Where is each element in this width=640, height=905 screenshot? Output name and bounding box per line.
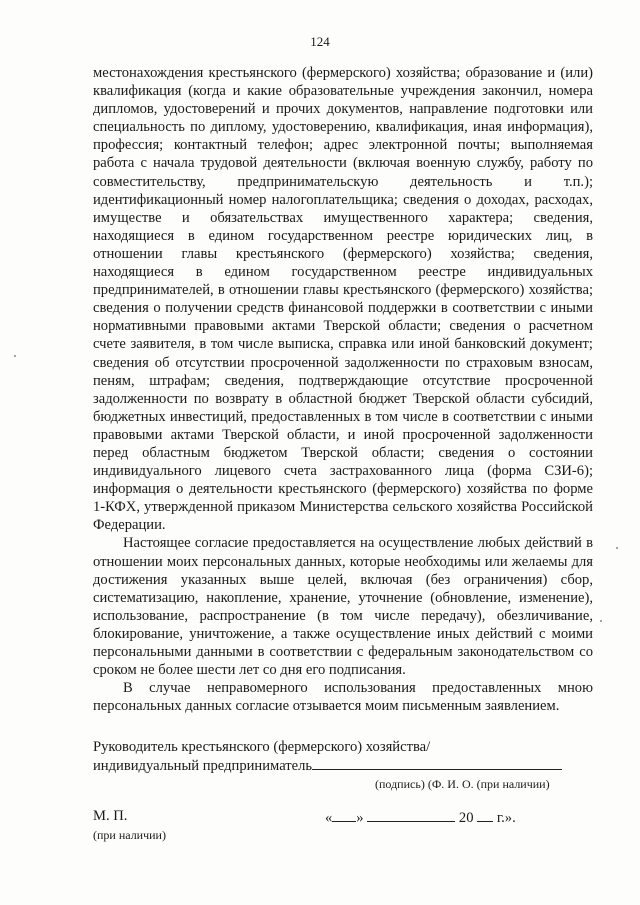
day-blank[interactable]	[332, 808, 356, 822]
scan-speck	[600, 620, 602, 622]
date-close-quote: »	[356, 810, 364, 826]
month-blank[interactable]	[367, 808, 455, 822]
signature-block	[93, 738, 593, 775]
signature-caption: (подпись) (Ф. И. О. (при наличии)	[375, 777, 550, 791]
signature-role-line2	[93, 756, 593, 775]
signature-role-line1: Руководитель крестьянского (фермерского) хозяйства/	[93, 739, 431, 755]
date-field	[325, 808, 516, 827]
year-blank[interactable]	[477, 808, 493, 822]
paragraph-continuation: местонахождения крестьянского (фермерского) хозяйства; образование и (или) квалификация (когда и какие образовательные учреждения закончил, номера дипломов, удостоверений и прочих документов, направление подготовки или специальность по диплому, удостоверению, квалификация, иная информация), профессия; контактный телефон; адрес электронной почты; выполняемая работа с начала трудовой деятельности (включая военную службу, работу по совместительству, предпринимательскую деятельность и т.п.); идентификационный номер налогоплательщика; сведения о доходах, расходах, имуществе и обязательствах имущественного характера; сведения, находящиеся в едином государственном реестре юридических лиц, в отношении главы крестьянского (фермерского) хозяйства; сведения, находящиеся в едином государственном реестре индивидуальных предпринимателей, в отношении главы крестьянского (фермерского) хозяйства; сведения о получении средств финансовой поддержки в соответствии с иными нормативными правовыми актами Тверской области; сведения о расчетном счете заявителя, в том числе выписка, справка или иной банковский документ; сведения об отсутствии просроченной задолженности по страховым взносам, пеням, штрафам; сведения, подтверждающие отсутствие просроченной задолженности по возврату в областной бюджет Тверской области субсидий, бюджетных инвестиций, предоставленных в том числе в соответствии с иными правовыми актами Тверской области, и иной просроченной задолженности перед областным бюджетом Тверской области; сведения о состоянии индивидуального лицевого счета застрахованного лица (форма СЗИ-6); информация о деятельности крестьянского (фермерского) хозяйства по форме 1-КФХ, утвержденной приказом Министерства сельского хозяйства Российской Федерации.	[93, 65, 593, 534]
scan-speck	[14, 355, 16, 357]
date-open-quote: «	[325, 810, 333, 826]
signature-role-label: индивидуальный предприниматель	[93, 758, 313, 775]
year-suffix: г.».	[496, 810, 516, 826]
stamp-note: (при наличии)	[93, 828, 166, 842]
document-body	[93, 64, 593, 715]
page-number: 124	[310, 34, 330, 49]
year-prefix: 20	[458, 810, 474, 826]
stamp-label: М. П.	[93, 808, 128, 824]
scan-speck	[616, 547, 618, 549]
paragraph-consent-scope: Настоящее согласие предоставляется на осуществление любых действий в отношении моих персональных данных, которые необходимы или желаемы для достижения указанных выше целей, включая (без ограничения) сбор, систематизацию, накопление, хранение, уточнение (обновление, изменение), использование, распространение (в том числе передачу), обезличивание, блокирование, уничтожение, а также осуществление иных действий с моими персональными данными в соответствии с федеральным законодательством со сроком не более шести лет со дня его подписания.	[93, 535, 593, 679]
paragraph-revocation: В случае неправомерного использования предоставленных мною персональных данных согласие отзывается моим письменным заявлением.	[93, 680, 593, 715]
signature-fill-line[interactable]	[312, 756, 562, 770]
